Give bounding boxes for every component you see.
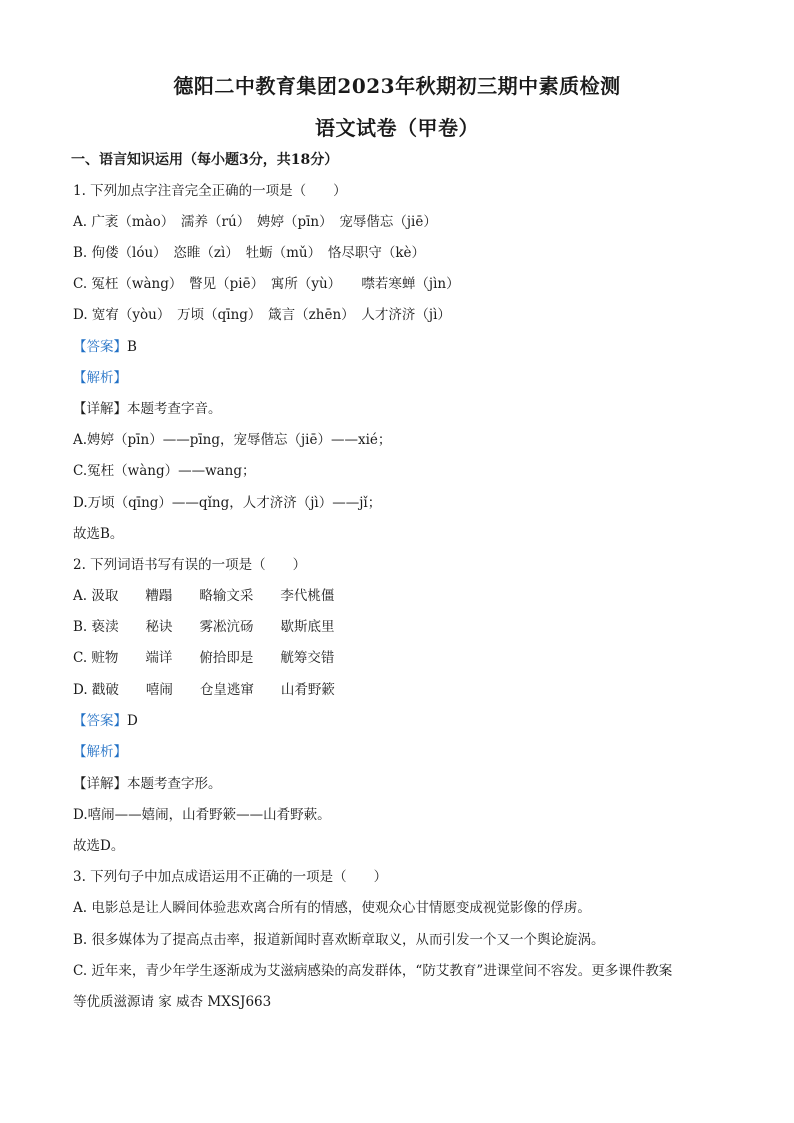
q1-option-c: C. 冤枉（wàng） 瞥见（piē） 寓所（yù） 噤若寒蝉（jìn）: [73, 276, 460, 292]
q2-answer-tag: 【答案】: [73, 713, 127, 729]
page-subtitle: 语文试卷（甲卷）: [315, 116, 479, 140]
q1-stem: 1. 下列加点字注音完全正确的一项是（ ）: [73, 183, 347, 199]
q2-detail-intro: 本题考查字形。: [127, 776, 222, 792]
q2-option-d: D. 戳破 嘻闹 仓皇逃窜 山肴野簌: [73, 682, 335, 698]
q2-analysis-line: [73, 743, 127, 761]
q1-option-d: D. 宽宥（yòu） 万顷（qīng） 箴言（zhēn） 人才济济（jì）: [73, 307, 451, 323]
q2-stem: 2. 下列词语书写有误的一项是（ ）: [73, 557, 307, 573]
q1-answer: B: [127, 339, 137, 355]
q1-answer-tag: 【答案】: [73, 339, 127, 355]
q3-stem: 3. 下列句子中加点成语运用不正确的一项是（ ）: [73, 869, 388, 885]
q2-option-b: B. 亵渎 秘诀 雾凇沆砀 歇斯底里: [73, 619, 335, 635]
q2-option-c: C. 赃物 端详 俯拾即是 觥筹交错: [73, 650, 335, 666]
q1-option-a: A. 广袤（mào） 濡养（rú） 娉婷（pīn） 宠辱偕忘（jiē）: [73, 214, 437, 230]
q2-answer: D: [127, 713, 138, 729]
q1-detail-intro: 本题考查字音。: [127, 401, 222, 417]
q2-detail-d: D.嘻闹——嬉闹，山肴野簌——山肴野蔌。: [73, 807, 331, 823]
q3-continuation: 等优质滋源请 家 威杏 MXSJ663: [73, 994, 272, 1010]
q3-option-c: C. 近年来，青少年学生逐渐成为艾滋病感染的高发群体，“防艾教育”进课堂间不容发。更多课件教案: [73, 963, 673, 979]
q2-option-a: A. 汲取 糟蹋 略输文采 李代桃僵: [73, 588, 335, 604]
q1-detail-c: C.冤枉（wàng）——wang；: [73, 463, 256, 479]
q2-detail-line: [73, 775, 222, 793]
q1-detail-d: D.万顷（qīng）——qǐng，人才济济（jì）——jǐ；: [73, 495, 382, 511]
q2-detail-tag: 【详解】: [73, 776, 127, 792]
q2-answer-line: [73, 712, 138, 730]
q2-conclusion: 故选D。: [73, 838, 125, 854]
q2-analysis-tag: 【解析】: [73, 744, 127, 760]
q1-conclusion: 故选B。: [73, 526, 124, 542]
q1-detail-tag: 【详解】: [73, 401, 127, 417]
q1-answer-line: [73, 338, 137, 356]
q1-option-b: B. 佝偻（lóu） 恣睢（zì） 牡蛎（mǔ） 恪尽职守（kè）: [73, 245, 425, 261]
q1-analysis-line: [73, 369, 127, 387]
q3-option-b: B. 很多媒体为了提高点击率，报道新闻时喜欢断章取义，从而引发一个又一个舆论旋涡。: [73, 932, 605, 948]
q1-detail-a: A.娉婷（pīn）——pīng，宠辱偕忘（jiē）——xié；: [73, 432, 392, 448]
q1-detail-line: [73, 400, 222, 418]
page-title: 德阳二中教育集团2023年秋期初三期中素质检测: [173, 74, 621, 98]
q3-option-a: A. 电影总是让人瞬间体验悲欢离合所有的情感，使观众心甘情愿变成视觉影像的俘虏。: [73, 900, 591, 916]
q1-analysis-tag: 【解析】: [73, 370, 127, 386]
section-heading: 一、语言知识运用（每小题3分，共18分）: [71, 152, 339, 168]
